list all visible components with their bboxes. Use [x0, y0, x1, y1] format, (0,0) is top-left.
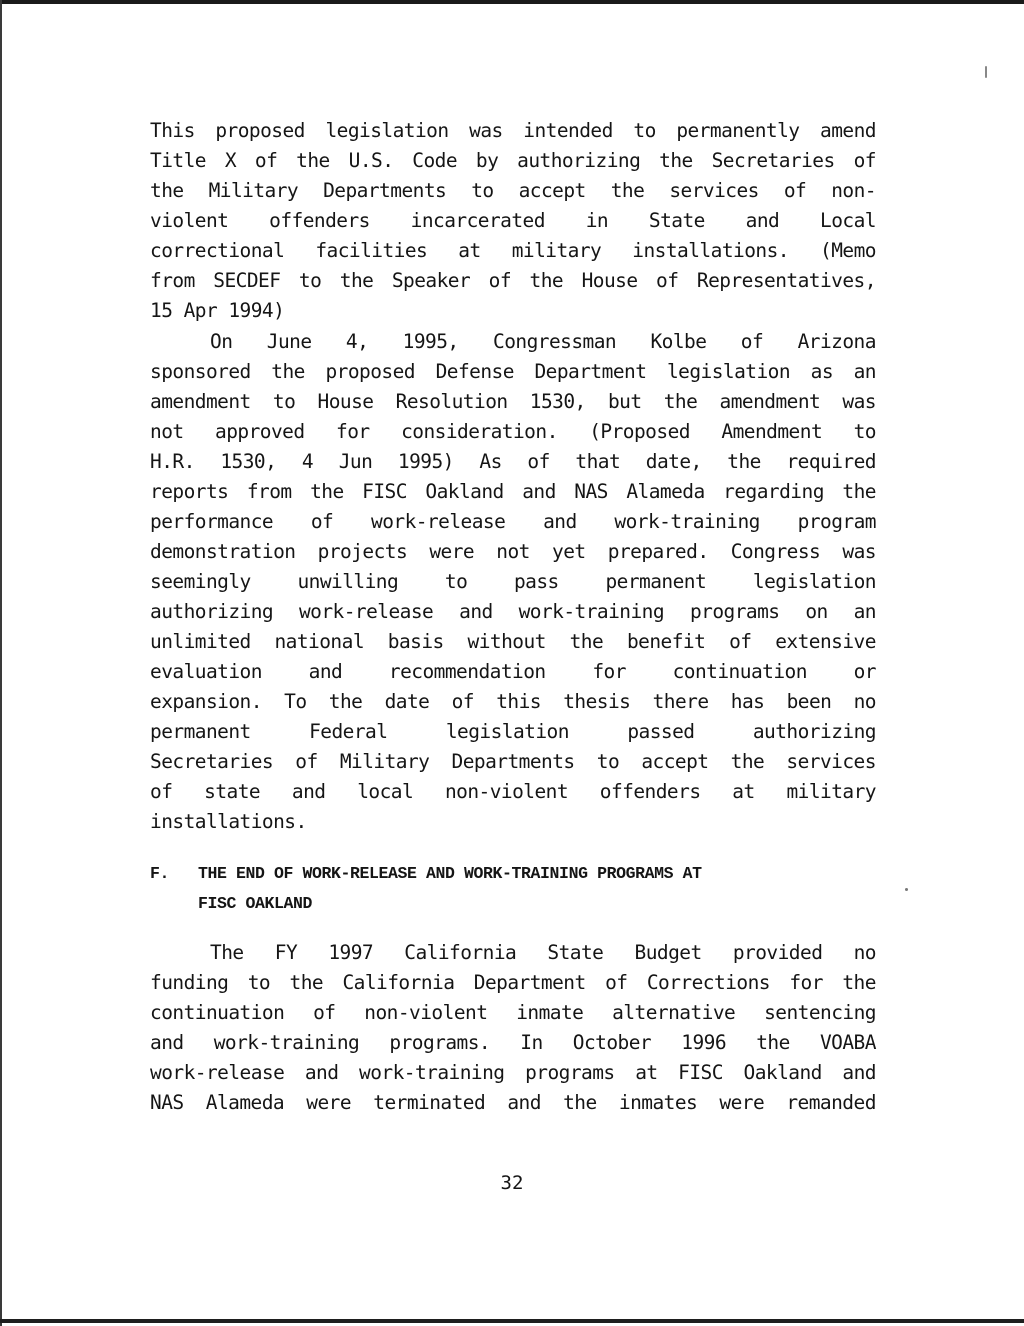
section-heading-line-2: FISC OAKLAND: [198, 894, 313, 913]
text-line: violent offenders incarcerated in State and Local: [150, 209, 876, 232]
text-line: H.R. 1530, 4 Jun 1995) As of that date, the required: [150, 450, 876, 473]
text-line: not approved for consideration. (Proposed Amendment to: [150, 420, 876, 443]
text-line: continuation of non-violent inmate alternative sentencing: [150, 1001, 876, 1024]
text-line: funding to the California Department of Corrections for the: [150, 971, 876, 994]
text-line: installations.: [150, 810, 307, 833]
page-number: 32: [500, 1172, 524, 1194]
scan-speck: [985, 66, 987, 78]
text-line: Secretaries of Military Departments to accept the services: [150, 750, 876, 773]
paragraph-2: [150, 327, 876, 837]
text-line: from SECDEF to the Speaker of the House of Representatives,: [150, 269, 876, 292]
text-line: expansion. To the date of this thesis there has been no: [150, 690, 876, 713]
text-line: work-release and work-training programs at FISC Oakland and: [150, 1061, 876, 1084]
text-line: seemingly unwilling to pass permanent legislation: [150, 570, 876, 593]
text-line: unlimited national basis without the benefit of extensive: [150, 630, 876, 653]
section-heading: [150, 859, 702, 919]
paragraph-1: [150, 116, 876, 326]
text-line: amendment to House Resolution 1530, but the amendment was: [150, 390, 876, 413]
paragraph-3: [150, 938, 876, 1118]
section-heading-row-1: [150, 859, 702, 889]
text-line: of state and local non-violent offenders at military: [150, 780, 876, 803]
text-line: Title X of the U.S. Code by authorizing the Secretaries of: [150, 149, 876, 172]
text-line: the Military Departments to accept the services of non-: [150, 179, 876, 202]
text-line: evaluation and recommendation for continuation or: [150, 660, 876, 683]
text-line: performance of work-release and work-training program: [150, 510, 876, 533]
text-line: permanent Federal legislation passed authorizing: [150, 720, 876, 743]
text-line: reports from the FISC Oakland and NAS Alameda regarding the: [150, 480, 876, 503]
scan-edge-bottom: [0, 1319, 1024, 1323]
text-line: sponsored the proposed Defense Department legislation as an: [150, 360, 876, 383]
text-line: correctional facilities at military installations. (Memo: [150, 239, 876, 262]
text-line: On June 4, 1995, Congressman Kolbe of Arizona: [210, 330, 876, 353]
scan-speck: [905, 888, 908, 891]
text-line: demonstration projects were not yet prepared. Congress was: [150, 540, 876, 563]
text-line: The FY 1997 California State Budget provided no: [210, 941, 876, 964]
section-heading-row-2: [150, 889, 702, 919]
text-line: authorizing work-release and work-training programs on an: [150, 600, 876, 623]
section-number: F.: [150, 864, 170, 883]
text-line: 15 Apr 1994): [150, 299, 285, 322]
scan-edge-top: [0, 0, 1024, 4]
text-line: and work-training programs. In October 1996 the VOABA: [150, 1031, 876, 1054]
text-line: This proposed legislation was intended to permanently amend: [150, 119, 876, 142]
text-line: NAS Alameda were terminated and the inmates were remanded: [150, 1091, 876, 1114]
scan-edge-left: [0, 0, 2, 1326]
section-heading-line-1: THE END OF WORK-RELEASE AND WORK-TRAINING PROGRAMS AT: [198, 864, 702, 883]
